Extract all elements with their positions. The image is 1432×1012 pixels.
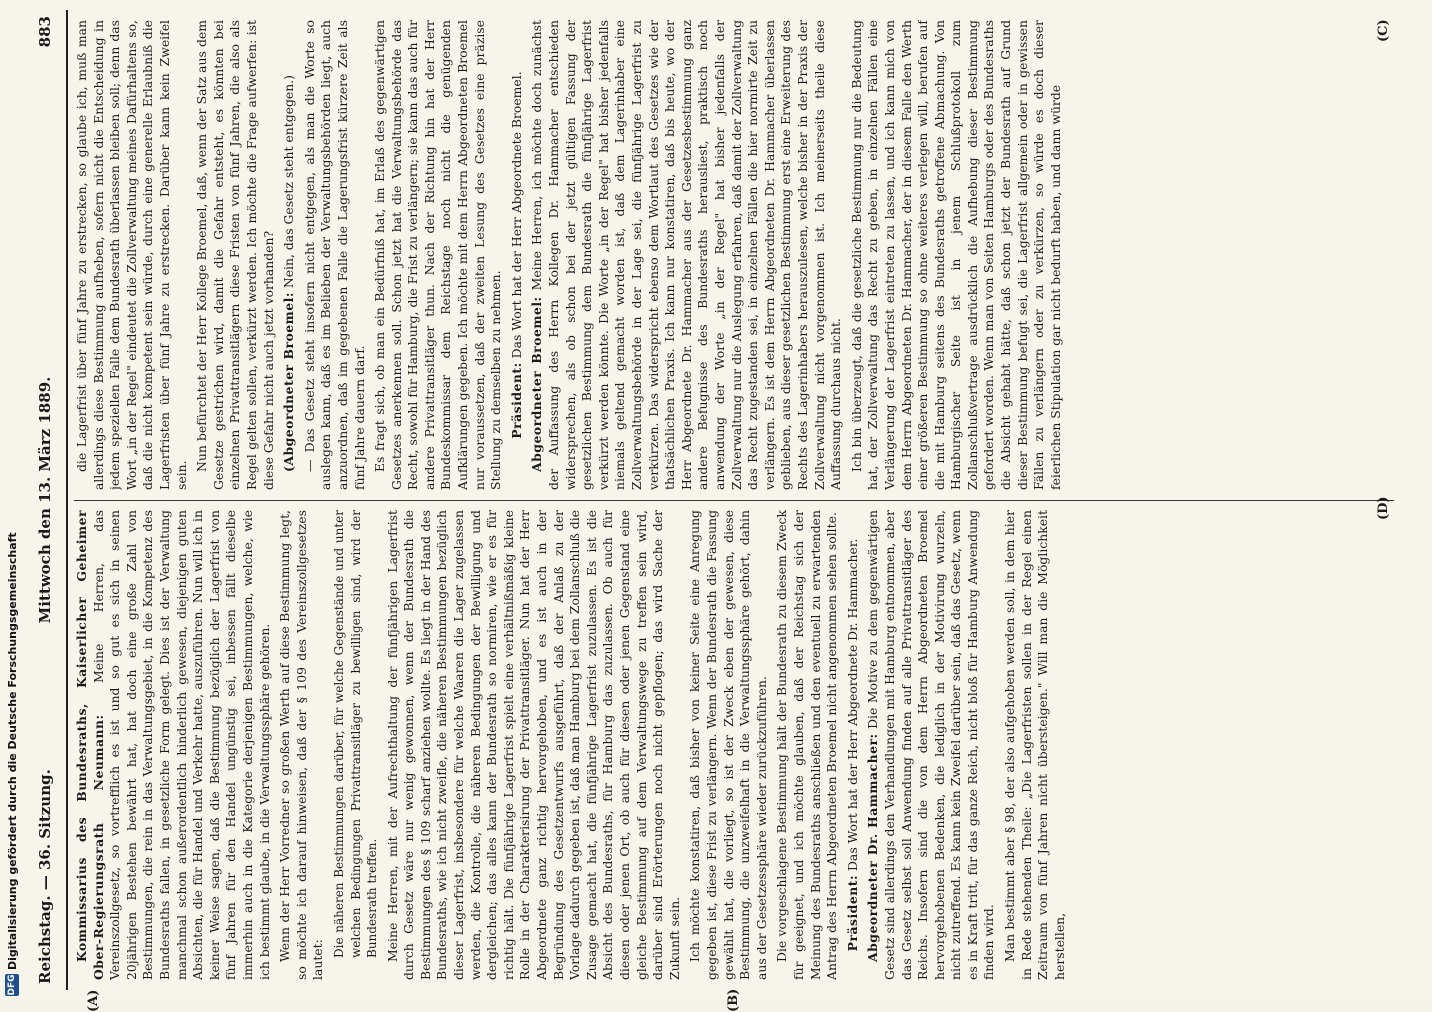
speaker-name: Abgeordneter Dr. Hammacher: <box>865 733 881 962</box>
header-left: Reichstag. — 36. Sitzung. <box>36 769 54 984</box>
paragraph-text: Ich möchte konstatiren, daß bisher von keiner Seite eine Anregung gegeben ist, diese Frist zu verlängern. Wenn der Bundesrath die Fassung gewählt hat, die vorliegt, so ist der Zweck eben der gewesen, diese Bestimmung, die unzweifelhaft in die Verwaltungssphäre gehört, dahin aus der Gesetzessphäre wieder zurückzuführen. <box>687 510 769 980</box>
speaker-name: Präsident: <box>508 362 524 439</box>
text-columns <box>74 10 1394 990</box>
dfg-logo-icon: DFG <box>7 974 17 996</box>
footer-credit <box>2 0 26 998</box>
speaker-name: Abgeordneter Broemel: <box>529 296 545 472</box>
paragraph-text: Man bestimmt aber § 98, der also aufgehoben werden soll, in dem hier in Rede stehenden Theile: „Die Lagerfristen sollen in der Regel einen Zeitraum von fünf Jahren nicht übersteigen." Will man die Möglichkeit herstellen, <box>1002 510 1067 980</box>
paragraph-text: Das Wort hat der Herr Abgeordnete Dr. Hammacher. <box>844 538 860 871</box>
column-divider <box>74 500 1394 501</box>
paragraph <box>529 20 844 490</box>
speaker-name: Präsident: <box>844 874 860 952</box>
page-number: 883 <box>36 16 54 48</box>
paragraph <box>277 510 327 980</box>
paragraph-text: Die vorgeschlagene Bestimmung hält der Bundesrath zu diesem Zweck für geeignet, und ich möchte glauben, daß der Reichstag sich der Meinung des Bundesraths anschließen und den eventuell zu erwartenden Antrag des Herrn Abgeordneten Broemel nicht angenommen sehen sollte. <box>774 510 840 980</box>
paragraph <box>281 20 298 490</box>
paragraph-text: Meine Herren, mit der Aufrechthaltung der fünfjährigen Lagerfrist durch Gesetz wäre nur wenig gewonnen, wenn der Bundesrath die Bestimmungen des § 109 scharf anziehen wollte. Es liegt in der Hand des Bundesraths, wie ich nicht zweifle, die näheren Bestimmungen bezüglich dieser Lagerfrist, insbesondere für welche Waaren die Lager zugelassen werden, die Kontrolle, die näheren Bedingungen der Bewilligung und dergleichen; das alles kann der Bundesrath so normiren, wie er es für richtig hält. Die fünfjährige Lagerfrist spielt eine verhältnißmäßig kleine Rolle in der Charakterisirung der Privattransitläger. Nun hat der Herr Abgeordnete ganz richtig hervorgehoben, und es ist auch in der Begründung des Gesetzentwurfs ausgeführt, daß der Anlaß zu der Vorlage dadurch gegeben ist, daß man Hamburg bei dem Zollanschluß die Zusage gemacht hat, die fünfjährige Lagerfrist zuzulassen. Es ist die Absicht des Bundesraths, für Hamburg das zuzulassen. Ob auch für diesen oder jenen Ort, ob auch für diesen oder jenen Gegenstand eine gleiche Bestimmung auf dem Verwaltungswege zu treffen sein wird, darüber sind Erörterungen noch nicht gepflogen; das wird Sache der Zukunft sein. <box>384 510 682 980</box>
header-date: Mittwoch den 13. März 1889. <box>36 376 54 624</box>
paragraph: Die näheren Bestimmungen darüber, für welche Gegenstände und unter welchen Bedingungen Privattransitläger zu bewilligen sind, wird der Bundesrath treffen. <box>331 510 380 958</box>
paragraph <box>509 20 526 490</box>
paragraph-text: Ich bin überzeugt, daß die gesetzliche Bestimmung nur die Bedeutung hat, der Zollverwaltung das Recht zu geben, in einzelnen Fällen eine Verlängerung der Lagerfrist eintreten zu lassen, und ich kann mich von dem Herrn Abgeordneten Dr. Hammacher, der in diesem Falle den Werth einer größeren Bestimmung so ohne weiteres verlegen will, berufen auf die mit Hamburg seitens des Bundesraths getroffene Abmachung. Von Hamburgischer Seite ist in jenem Schlußprotokoll zum Zollanschlußvertrage ausdrücklich die Aufhebung dieser Bestimmung gefordert worden. Wenn man von Seiten Hamburgs oder des Bundesraths die Absicht gehabt hätte, daß schon jetzt der Bundesrath auf Grund dieser Bestimmung befugt sei, die Lagerfrist allgemein oder in gewissen Fällen zu verlängern oder zu verkürzen, so würde es doch dieser feierlichen Stipulation gar nicht bedurft haben, und dann würde <box>848 20 1063 490</box>
footer-text: Digitalisierung gefördert durch die Deutsche Forschungsgemeinschaft <box>6 532 19 970</box>
margin-mark-a: (A) <box>86 989 101 1012</box>
paragraph <box>687 510 770 980</box>
paragraph-text: Meine Herren, das Vereinszollgesetz, so vortrefflich es ist und so gut es sich in seinen 20jährigen Bestehen bewährt hat, hat doch eine große Zahl von Bestimmungen, die rein in das Verwaltungsgebiet, in die Kompetenz des Bundesraths fallen, in gesetzliche Form gelegt. Dies ist der Verwaltung manchmal schon außerordentlich hinderlich gewesen, diejenigen guten Absichten, die für Handel und Verkehr hatte, auszuführen. Nun will ich in keiner Weise sagen, daß die Bestimmung bezüglich der Lagerfrist von fünf Jahren für den Handel ungünstig sei, inbessen fällt dieselbe immerhin auch in die Kategorie derjenigen Bestimmungen, welche, wie ich bestimmt glaube, in die Verwaltungssphäre gehören. <box>90 510 272 980</box>
left-column <box>74 510 1394 980</box>
margin-mark-b: (B) <box>726 988 741 1012</box>
margin-mark-d: (D) <box>1376 496 1391 520</box>
paragraph <box>372 20 505 490</box>
page-header <box>26 10 68 990</box>
paragraph <box>194 20 277 490</box>
paragraph-text: Wenn der Herr Vorredner so großen Werth auf diese Bestimmung legt, so möchte ich darauf hinweisen, daß der § 109 des Vereinszollgesetzes lautet: <box>277 510 326 980</box>
paragraph <box>849 20 1065 490</box>
paragraph-text: — Das Gesetz steht insofern nicht entgegen, als man die Worte so auslegen kann, daß es im Belieben der Verwaltungsbehörden liegt, auch anzuordnen, daß im gegebenen Falle die Lagerungsfrist kürzere Zeit als fünf Jahre dauern darf. <box>301 20 367 490</box>
paragraph-text: Meine Herren, ich möchte doch zunächst der Auffassung des Herrn Kollegen Dr. Hammacher entschieden widersprechen, als ob schon bei der jetzt gültigen Fassung der gesetzlichen Bestimmung dem Bundesrath die fünfjährige Lagerfrist verkürzt werden könnte. Die Worte „in der Regel" hat bisher jedenfalls niemals geltend gemacht worden ist, daß dem Lagerinhaber eine Zollverwaltungsbehörde in der Lage sei, die fünfjährige Lagerfrist zu verkürzen. Das widerspricht ebenso dem Wortlaut des Gesetzes wie der thatsächlichen Praxis. Ich kann nur konstatiren, daß bis heute, wo der Herr Abgeordnete Dr. Hammacher aus der Gesetzesbestimmung ganz andere Befugnisse des Bundesraths herausliest, praktisch noch anwendung der Worte „in der Regel" hat bisher jedenfalls der Zollverwaltung nur die Auslegung erfahren, daß damit der Zollverwaltung das Recht zugestanden sei, in einzelnen Fällen die hier normirte Zeit zu verlängern. Es ist dem Herrn Abgeordneten Dr. Hammacher überlassen geblieben, aus dieser gesetzlichen Bestimmung erst eine Erweiterung des Rechts des Lagerinhabers herauszulesen, welche bisher in der Praxis der Zollverwaltung nicht vorgenommen ist. Ich meinerseits theile diese Auffassung durchaus nicht. <box>529 20 844 490</box>
paragraph <box>74 20 190 490</box>
speaker-name: Kommissarius des Bundesraths, Kaiserlicher Geheimer Ober-Regierungsrath Neumann: <box>74 510 106 980</box>
paragraph-text: Es fragt sich, ob man ein Bedürfniß hat, im Erlaß des gegenwärtigen Gesetzes anerkennen soll. Schon jetzt hat die Verwaltungsbehörde das Recht, sowohl für Hamburg, die Frist zu verlängern; sie kann das auch für andere Privattransitläger thun. Nach der Richtung hin hat der Herr Bundeskommissar dem Reichstage noch nicht die genügenden Aufklärungen gegeben. Ich möchte mit dem Herrn Abgeordneten Broemel nur voraussetzen, daß der zweiten Lesung des Gesetzes eine präzise Stellung zu demselben zu nehmen. <box>372 20 504 490</box>
paragraph <box>865 510 998 980</box>
paragraph <box>774 510 840 980</box>
paragraph-text: die Lagerfrist über fünf Jahre zu erstrecken, so glaube ich, muß man allerdings diese Bestimmung aufheben, sofern nicht die Entscheidung in jedem speziellen Falle dem Bundesrath überlassen bleiben soll; denn das Wort „in der Regel" eindeutet die Zollverwaltung meines Dafürhaltens so, daß die nicht kompetent sein würde, durch eine generelle Erlaubniß die Lagerfristen über fünf Jahre zu erstrecken. Darüber kann kein Zweifel sein. <box>74 20 189 490</box>
paragraph <box>74 510 273 980</box>
paragraph <box>302 20 368 490</box>
paragraph <box>845 510 862 980</box>
rotated-page-content <box>26 10 1406 1012</box>
paragraph <box>385 510 684 980</box>
paragraph-text: Nun befürchtet der Herr Kollege Broemel, daß, wenn der Satz aus dem Gesetze gestrichen wird, damit die Gefahr entsteht, es könnten bei einzelnen Privattransitlägern diese Fristen von fünf Jahren, die also als Regel gelten sollen, verkürzt werden. Ich möchte die Frage aufwerfen: ist diese Gefahr nicht auch jetzt vorhanden? <box>194 20 276 490</box>
speaker-name: (Abgeordneter Broemel: <box>281 292 297 472</box>
paragraph-text: Nein, das Gesetz steht entgegen.) <box>281 75 297 289</box>
margin-mark-c: (C) <box>1376 19 1391 42</box>
paragraph <box>1002 510 1068 980</box>
right-column <box>74 20 1394 490</box>
paragraph-text: Die Motive zu dem gegenwärtigen Gesetz sind allerdings den Verhandlungen mit Hamburg entnommen, aber das Gesetz selbst soll Anwendung finden auf alle Privattransitläger des Reichs. Insofern sind die von dem Herrn Abgeordneten Broemel hervorgehobenen Bedenken, die lediglich in der Motivirung wurzeln, nicht zutreffend. Es kann kein Zweifel darüber sein, daß das Gesetz, wenn es in Kraft tritt, für das ganze Reich, nicht bloß für Hamburg Anwendung finden wird. <box>865 510 997 980</box>
paragraph-text: Das Wort hat der Herr Abgeordnete Broemel. <box>508 71 524 359</box>
